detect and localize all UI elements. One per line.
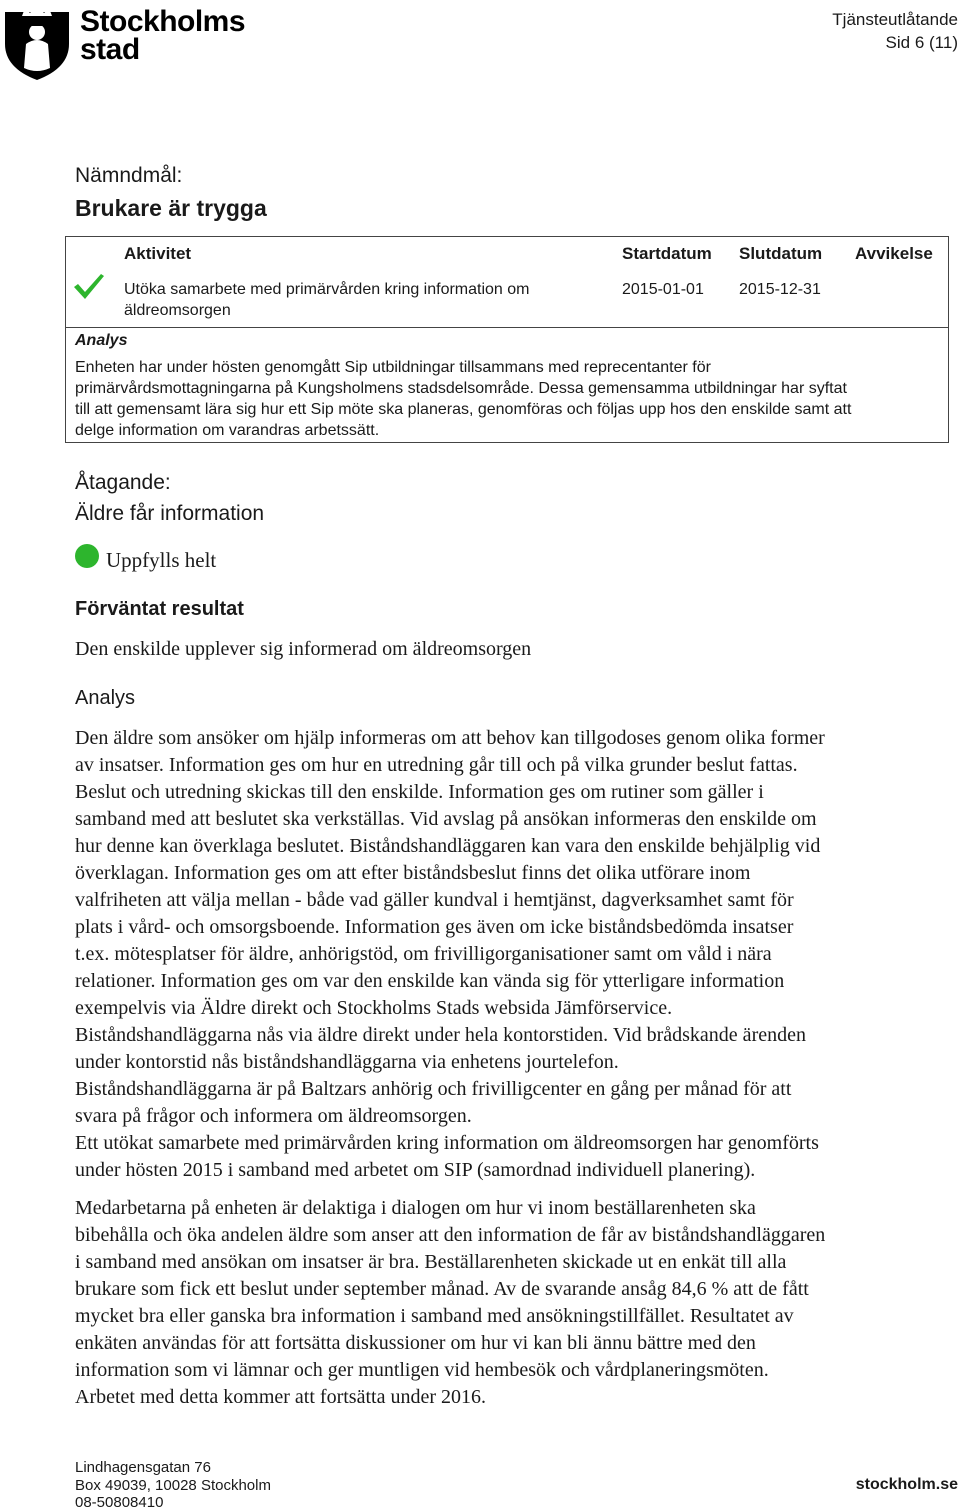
activity-analysis-line: Enheten har under hösten genomgått Sip utbildningar tillsammans med reprecentanter för — [75, 359, 711, 376]
analysis-line: samband med att beslutet ska verkställas. Vid avslag på ansökan informeras den enskilde om — [75, 808, 817, 830]
header-deviation: Avvikelse — [855, 244, 933, 263]
analysis-line: t.ex. mötesplatser för äldre, anhörigstöd, om frivilligorganisationer samt om våld i nära — [75, 943, 772, 965]
analysis-line: mycket bra eller ganska bra information i samband med ansökningstillfället. Resultatet av — [75, 1305, 794, 1327]
commitment-status: Uppfylls helt — [106, 548, 217, 572]
analysis-line: information som vi lämnar och ger muntligen vid hembesök och vårdplaneringsmöten. — [75, 1359, 769, 1381]
analysis-line: Beslut och utredning skickas till den enskilde. Information ges om rutiner som gäller i — [75, 781, 764, 803]
analysis-line: Den äldre som ansöker om hjälp informeras om att behov kan tillgodoses genom olika former — [75, 727, 825, 749]
analysis-line: brukare som fick ett beslut under september månad. Av de svarande ansåg 84,6 % att de fått — [75, 1278, 809, 1300]
page-number: Sid 6 (11) — [885, 33, 958, 52]
analysis-line: under hösten 2015 i samband med arbetet om SIP (samordnad individuell planering). — [75, 1159, 756, 1181]
analysis-line: av insatser. Information ges om hur en utredning går till och på vilka grunder beslut fattas. — [75, 754, 798, 776]
analysis-line: Biståndshandläggarna är på Baltzars anhörig och frivilligcenter en gång per månad för att — [75, 1078, 792, 1100]
analysis-line: Medarbetarna på enheten är delaktiga i dialogen om hur vi inom beställarenheten ska — [75, 1197, 756, 1219]
logo-wordmark — [80, 5, 246, 66]
activity-line-2: äldreomsorgen — [124, 302, 231, 319]
analysis-line: Biståndshandläggarna nås via äldre direkt under hela kontorstiden. Vid brådskande ärenden — [75, 1024, 806, 1046]
footer-address-line: 08-50808410 — [75, 1494, 164, 1511]
header-end-date: Slutdatum — [739, 244, 823, 263]
analysis-line: plats i vård- och omsorgsboende. Information ges även om icke biståndsbedömda insatser — [75, 916, 794, 938]
header-start-date: Startdatum — [622, 244, 712, 263]
analysis-line: relationer. Information ges om var den enskilde kan vända sig för ytterligare information — [75, 970, 785, 992]
analysis-paragraph-1 — [75, 725, 955, 1184]
activity-line-1: Utöka samarbete med primärvården kring information om — [124, 281, 530, 298]
analysis-line: i samband med ansökan om insatser är bra. Beställarenheten skickade ut en enkät till alla — [75, 1251, 787, 1273]
activity-analysis-line: delge information om varandras arbetssätt. — [75, 422, 380, 439]
logo-line-2: stad — [80, 33, 140, 66]
crown-shield-icon — [2, 2, 72, 82]
analysis-line: hur denne kan överklaga beslutet. Biståndshandläggaren kan vara den enskilde behjälplig vid — [75, 835, 821, 857]
footer-address-line: Lindhagensgatan 76 — [75, 1459, 211, 1476]
document-info — [832, 8, 958, 54]
activity-analysis-line: till att gemensamt lära sig hur ett Sip möte ska planeras, genomföras och följas upp hos den enskilde samt att — [75, 401, 852, 418]
analysis-line: Ett utökat samarbete med primärvården kring information om äldreomsorgen har genomförts — [75, 1132, 819, 1154]
activity-end-date: 2015-12-31 — [739, 281, 821, 298]
analysis-heading: Analys — [75, 687, 136, 709]
activity-table-row — [66, 237, 948, 328]
activity-analysis-line: primärvårdsmottagningarna på Kungsholmens stadsdelsområde. Dessa gemensamma utbildningar har syftat — [75, 380, 847, 397]
goal-label: Nämndmål: — [75, 164, 183, 187]
activity-analysis-label: Analys — [75, 332, 128, 349]
activity-analysis-text — [75, 357, 941, 441]
footer-address — [75, 1459, 271, 1512]
commitment-title: Äldre får information — [75, 502, 265, 525]
checkmark-icon — [73, 273, 105, 301]
logo-line-1: Stockholms — [80, 5, 246, 38]
analysis-line: Arbetet med detta kommer att fortsätta under 2016. — [75, 1386, 486, 1408]
activity-start-date: 2015-01-01 — [622, 281, 704, 298]
goal-title: Brukare är trygga — [75, 195, 267, 221]
analysis-line: bibehålla och öka andelen äldre som anser att den information de får av biståndshandläggaren — [75, 1224, 826, 1246]
expected-result-heading: Förväntat resultat — [75, 598, 244, 620]
footer-website-link[interactable]: stockholm.se — [855, 1476, 958, 1493]
stockholms-stad-logo — [2, 2, 246, 82]
header-activity: Aktivitet — [124, 244, 192, 263]
footer-address-line: Box 49039, 10028 Stockholm — [75, 1476, 271, 1494]
status-indicator-icon — [75, 544, 99, 568]
document-type: Tjänsteutlåtande — [832, 10, 958, 29]
expected-result-text: Den enskilde upplever sig informerad om äldreomsorgen — [75, 638, 532, 660]
analysis-line: överklagan. Information ges om att efter biståndsbeslut finns det olika utförare inom — [75, 862, 751, 884]
analysis-line: under kontorstid nås biståndshandläggarna via enhetens jourtelefon. — [75, 1051, 619, 1073]
activity-description — [124, 279, 530, 321]
analysis-line: exempelvis via Äldre direkt och Stockholms Stads websida Jämförservice. — [75, 997, 673, 1019]
analysis-line: svara på frågor och informera om äldreomsorgen. — [75, 1105, 472, 1127]
analysis-line: valfriheten att välja mellan - både vad gäller kundval i hemtjänst, dagverksamhet samt för — [75, 889, 794, 911]
commitment-label: Åtagande: — [75, 471, 171, 494]
analysis-line: enkäten användas för att fortsätta diskussioner om hur vi kan bli ännu bättre med den — [75, 1332, 756, 1354]
analysis-paragraph-2 — [75, 1195, 955, 1411]
